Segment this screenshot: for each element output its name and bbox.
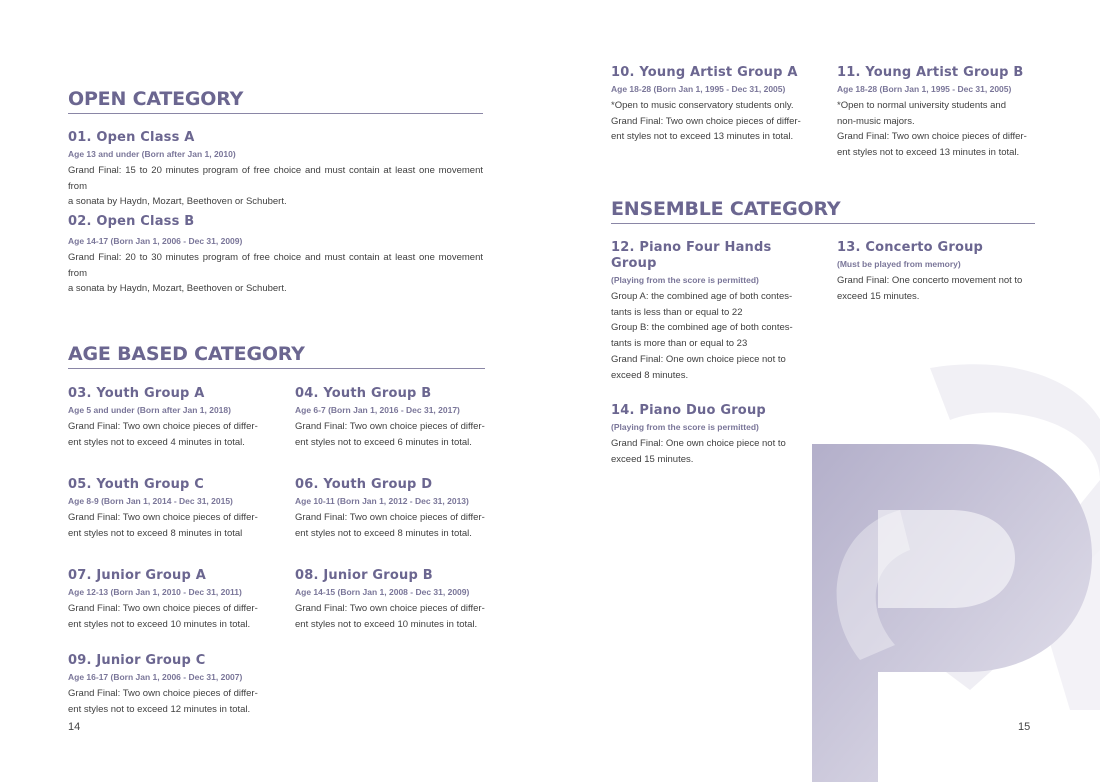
entry-title: 07. Junior Group A — [68, 568, 206, 583]
ensemble-category-rule — [611, 223, 1035, 224]
entry-body: Grand Final: 15 to 20 minutes program of free choice and must contain at least one movement from a sonata by Haydn, Mozart, Beethoven or Schubert. — [68, 165, 483, 208]
entry-young-artist-group-b — [837, 65, 1033, 161]
entry-youth-group-b — [295, 386, 485, 450]
entry-age: (Must be played from memory) — [837, 259, 961, 269]
entry-body: *Open to normal university students and non-music majors. Grand Final: Two own choice pieces of differ- ent styles not to exceed 13 minutes in total. — [837, 100, 1027, 159]
entry-body: *Open to music conservatory students only. Grand Final: Two own choice pieces of differ- ent styles not to exceed 13 minutes in total. — [611, 100, 801, 143]
entry-title: 06. Youth Group D — [295, 477, 433, 492]
entry-title: 09. Junior Group C — [68, 653, 206, 668]
entry-title: 01. Open Class A — [68, 130, 195, 145]
entry-body: Grand Final: Two own choice pieces of differ- ent styles not to exceed 8 minutes in total — [68, 512, 258, 539]
entry-age: Age 16-17 (Born Jan 1, 2006 - Dec 31, 2007) — [68, 672, 243, 682]
entry-age: Age 14-15 (Born Jan 1, 2008 - Dec 31, 2009) — [295, 587, 470, 597]
entry-age: (Playing from the score is permitted) — [611, 275, 759, 285]
open-category-rule — [68, 113, 483, 114]
entry-age: Age 8-9 (Born Jan 1, 2014 - Dec 31, 2015) — [68, 496, 233, 506]
entry-body: Grand Final: One concerto movement not to exceed 15 minutes. — [837, 275, 1023, 302]
entry-piano-four-hands-group — [611, 240, 807, 383]
entry-title: 10. Young Artist Group A — [611, 65, 798, 80]
entry-title: 08. Junior Group B — [295, 568, 433, 583]
entry-age: Age 5 and under (Born after Jan 1, 2018) — [68, 405, 231, 415]
open-category-title: OPEN CATEGORY — [68, 88, 244, 110]
entry-junior-group-c — [68, 653, 264, 717]
entry-title: 05. Youth Group C — [68, 477, 204, 492]
entry-body: Grand Final: One own choice piece not to exceed 15 minutes. — [611, 438, 786, 465]
entry-age: Age 10-11 (Born Jan 1, 2012 - Dec 31, 2013) — [295, 496, 469, 506]
entry-body: Grand Final: Two own choice pieces of differ- ent styles not to exceed 8 minutes in total. — [295, 512, 485, 539]
entry-young-artist-group-a — [611, 65, 807, 145]
entry-age: Age 13 and under (Born after Jan 1, 2010) — [68, 149, 236, 159]
entry-youth-group-d — [295, 477, 485, 541]
entry-body: Grand Final: 20 to 30 minutes program of free choice and must contain at least one movement from a sonata by Haydn, Mozart, Beethoven or Schubert. — [68, 252, 483, 295]
entry-title: 12. Piano Four Hands Group — [611, 240, 772, 271]
entry-age: Age 14-17 (Born Jan 1, 2006 - Dec 31, 2009) — [68, 236, 243, 246]
entry-body: Grand Final: Two own choice pieces of differ- ent styles not to exceed 10 minutes in total. — [68, 603, 258, 630]
entry-open-class-b — [68, 214, 483, 297]
entry-age: Age 18-28 (Born Jan 1, 1995 - Dec 31, 2005) — [611, 84, 786, 94]
entry-age: Age 6-7 (Born Jan 1, 2016 - Dec 31, 2017) — [295, 405, 460, 415]
age-based-category-title: AGE BASED CATEGORY — [68, 343, 305, 365]
entry-title: 14. Piano Duo Group — [611, 403, 766, 418]
entry-title: 04. Youth Group B — [295, 386, 432, 401]
page-number: 14 — [68, 721, 81, 733]
entry-title: 03. Youth Group A — [68, 386, 205, 401]
age-based-category-rule — [68, 368, 485, 369]
entry-concerto-group — [837, 240, 1033, 304]
entry-open-class-a — [68, 130, 483, 210]
entry-body: Grand Final: Two own choice pieces of differ- ent styles not to exceed 12 minutes in total. — [68, 688, 258, 715]
entry-age: Age 12-13 (Born Jan 1, 2010 - Dec 31, 2011) — [68, 587, 242, 597]
entry-piano-duo-group — [611, 403, 807, 467]
ensemble-category-title: ENSEMBLE CATEGORY — [611, 198, 841, 220]
entry-body: Grand Final: Two own choice pieces of differ- ent styles not to exceed 6 minutes in total. — [295, 421, 485, 448]
entry-youth-group-c — [68, 477, 264, 541]
entry-body: Group A: the combined age of both contes- tants is less than or equal to 22 Group B: the combined age of both contes- tants is more than or equal to 23 Grand Final: One own choice piece not to exceed 8 minutes. — [611, 291, 793, 381]
entry-age: Age 18-28 (Born Jan 1, 1995 - Dec 31, 2005) — [837, 84, 1012, 94]
entry-youth-group-a — [68, 386, 264, 450]
entry-junior-group-a — [68, 568, 264, 632]
entry-junior-group-b — [295, 568, 485, 632]
entry-age: (Playing from the score is permitted) — [611, 422, 759, 432]
right-page — [550, 0, 1100, 782]
entry-title: 13. Concerto Group — [837, 240, 984, 255]
entry-title: 02. Open Class B — [68, 214, 195, 229]
page-number: 15 — [1018, 721, 1031, 733]
entry-body: Grand Final: Two own choice pieces of differ- ent styles not to exceed 4 minutes in total. — [68, 421, 258, 448]
entry-body: Grand Final: Two own choice pieces of differ- ent styles not to exceed 10 minutes in total. — [295, 603, 485, 630]
entry-title: 11. Young Artist Group B — [837, 65, 1024, 80]
